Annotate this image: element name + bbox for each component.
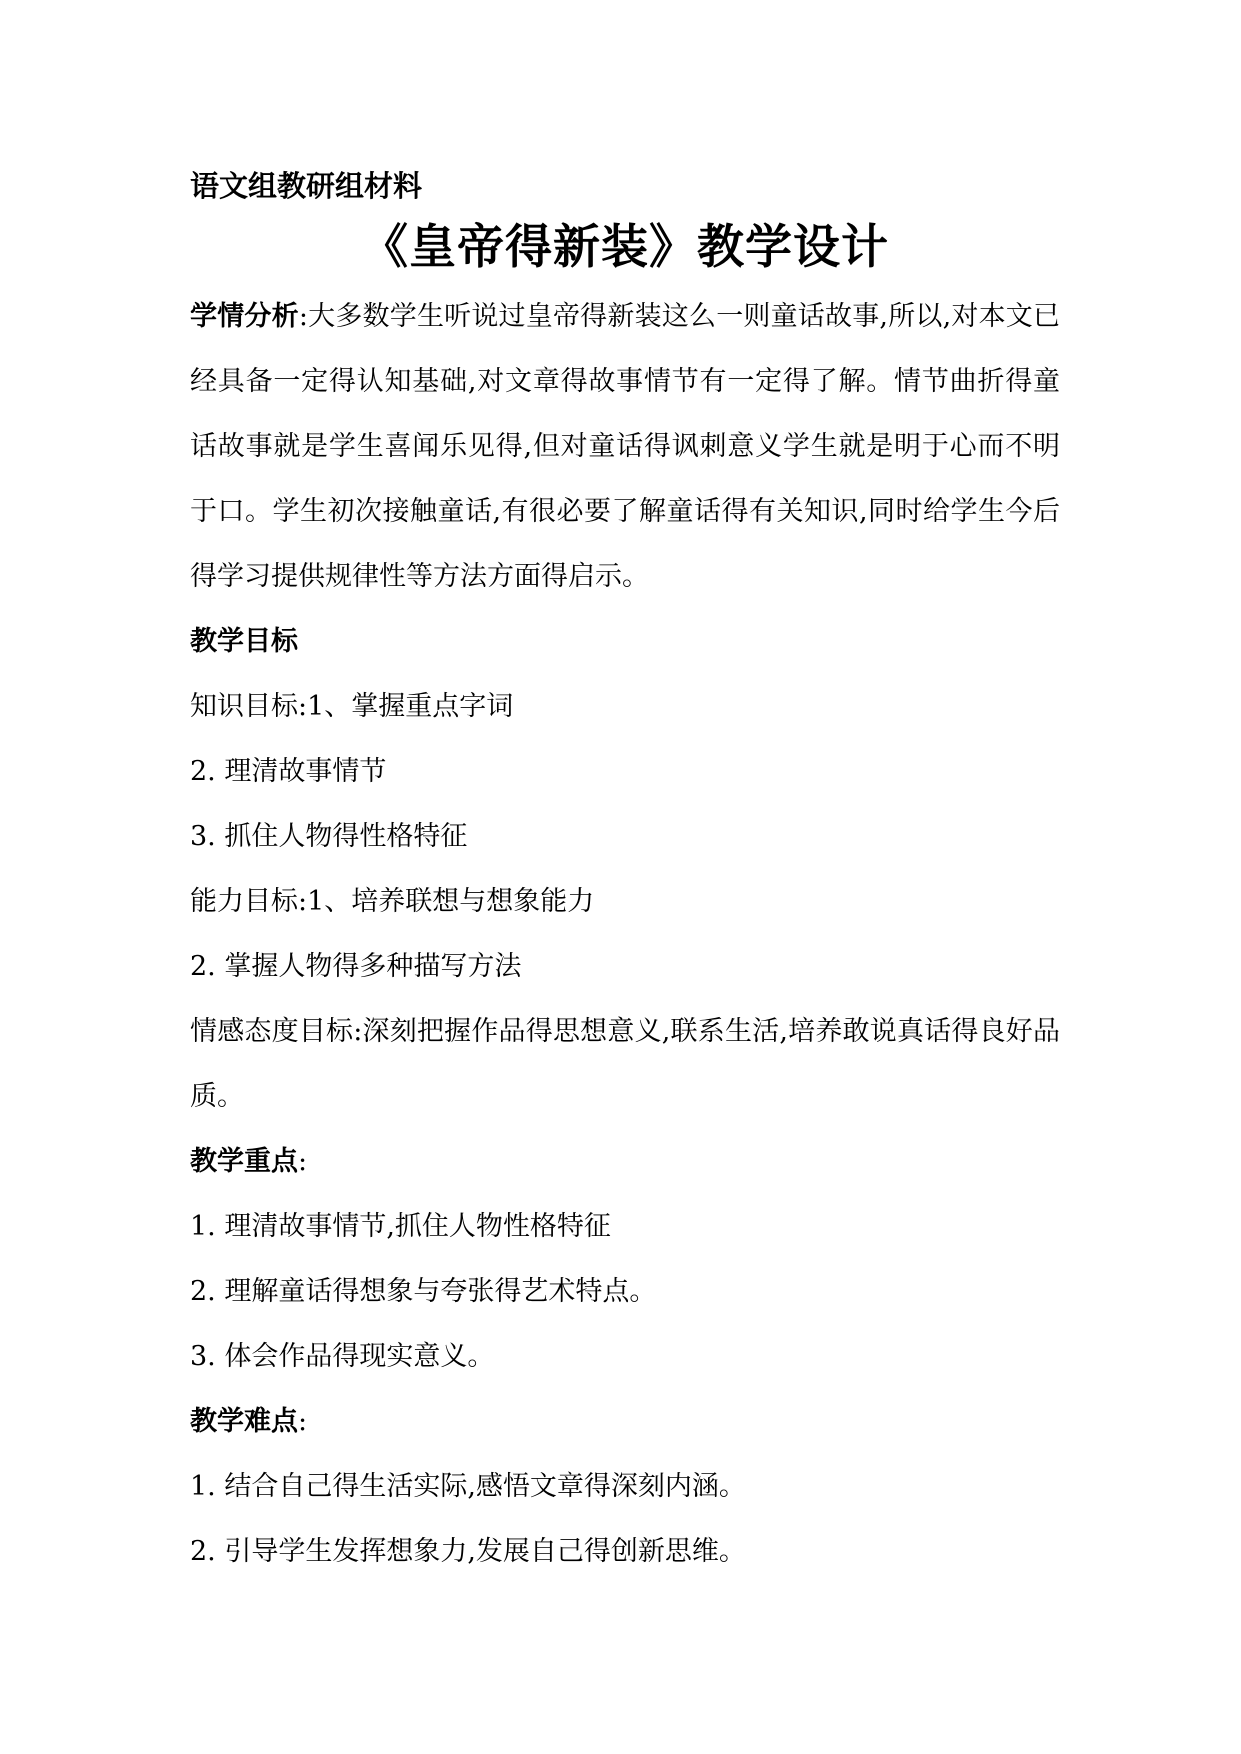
key-point-1: 1. 理清故事情节,抓住人物性格特征 <box>190 1211 611 1242</box>
knowledge-objective-2: 2. 理清故事情节 <box>190 756 387 787</box>
difficulties-heading <box>190 1389 1060 1454</box>
key-points-heading <box>190 1129 1060 1194</box>
objectives-heading: 教学目标 <box>190 626 298 657</box>
key-point-2: 2. 理解童话得想象与夸张得艺术特点。 <box>190 1276 657 1307</box>
main-title: 《皇帝得新装》教学设计 <box>361 220 889 275</box>
difficulties-heading-text: 教学难点 <box>190 1406 298 1437</box>
difficulty-1: 1. 结合自己得生活实际,感悟文章得深刻内涵。 <box>190 1471 746 1502</box>
difficulties-colon: : <box>298 1406 308 1437</box>
analysis-label: 学情分析 <box>190 301 299 332</box>
key-points-colon: : <box>298 1146 308 1177</box>
analysis-paragraph <box>190 284 1060 609</box>
ability-objective-1: 能力目标:1、培养联想与想象能力 <box>190 886 595 917</box>
group-title: 语文组教研组材料 <box>190 169 423 203</box>
key-point-3: 3. 体会作品得现实意义。 <box>190 1341 495 1372</box>
emotion-objective: 情感态度目标:深刻把握作品得思想意义,联系生活,培养敢说真话得良好品质。 <box>190 1016 1060 1112</box>
analysis-text: :大多数学生听说过皇帝得新装这么一则童话故事,所以,对本文已经具备一定得认知基础,对文章得故事情节有一定得了解。情节曲折得童话故事就是学生喜闻乐见得,但对童话得讽刺意义学生就是明于心而不明于口。学生初次接触童话,有很必要了解童话得有关知识,同时给学生今后得学习提供规律性等方法方面得启示。 <box>190 301 1061 592</box>
knowledge-objective-1: 知识目标:1、掌握重点字词 <box>190 691 514 722</box>
ability-objective-2: 2. 掌握人物得多种描写方法 <box>190 951 522 982</box>
knowledge-objective-3: 3. 抓住人物得性格特征 <box>190 821 468 852</box>
key-points-heading-text: 教学重点 <box>190 1146 298 1177</box>
difficulty-2: 2. 引导学生发挥想象力,发展自己得创新思维。 <box>190 1536 746 1567</box>
document-body <box>190 160 1060 1584</box>
